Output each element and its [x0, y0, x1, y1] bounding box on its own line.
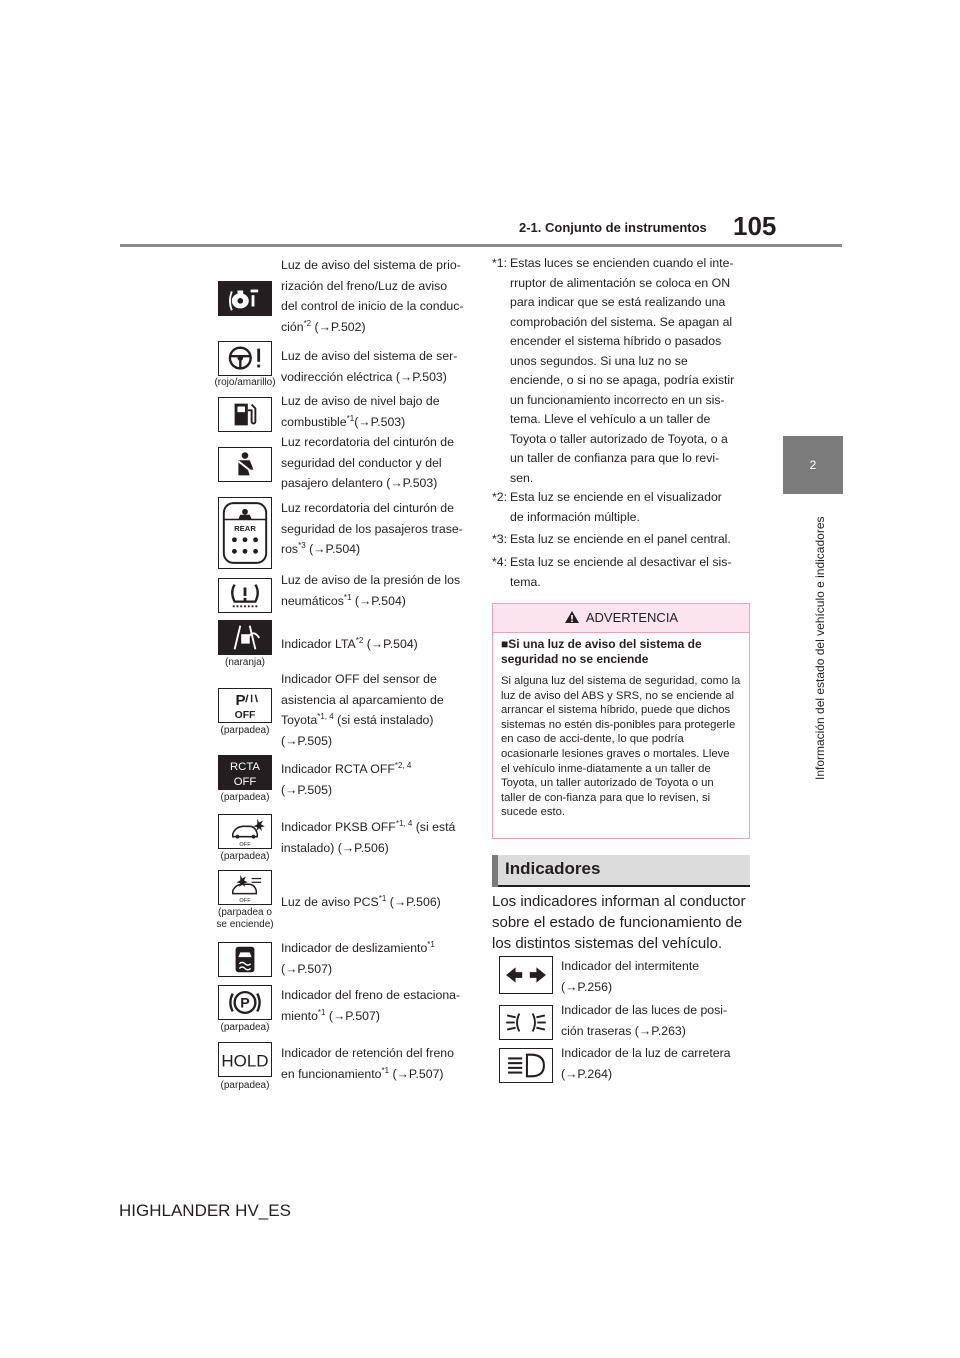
caption-text: (parpadea o se enciende): [216, 907, 274, 930]
indicator-description: Indicador de retención del freno en funcionamiento$^{*1}$ (→P.507): [281, 1046, 454, 1081]
warning-body: Si alguna luz del sistema de seguridad, como la luz de aviso del ABS y SRS, no se enciende al arrancar el sistema híbrido, puede que dichos sistemas no estén dis-ponibles para protegerle en caso de acci-dente, lo que podría ocasionarle lesiones graves o mortales. Lleve el vehículo inme-diatamente a un taller de Toyota, un taller autorizado de Toyota o un taller de con-fianza para que lo revisen, si sucede esto.: [501, 675, 741, 819]
icon-caption: (rojo/amarillo): [214, 377, 276, 388]
slip-indicator-icon: [218, 942, 272, 977]
indicator-description: Indicador RCTA OFF$^{*2, 4}$ (→P.505): [281, 760, 412, 797]
icon-caption: (parpadea): [220, 851, 270, 862]
tail-light-icon: [499, 1005, 553, 1040]
parking-sensor-off-icon: [218, 688, 272, 723]
indicator-description: Indicador PKSB OFF$^{*1, 4}$ (si está instalado) (→P.506): [281, 818, 456, 855]
icon-caption: [205, 907, 285, 931]
chapter-tab: 2: [783, 436, 843, 494]
indicator-description: Indicador del freno de estaciona- miento$^{*1}$ (→P.507): [281, 988, 461, 1023]
seatbelt-reminder-icon: [218, 447, 272, 482]
indicators-intro: Los indicadores informan al conductor sobre el estado de funcionamiento de los distintos sistemas del vehículo.: [492, 893, 746, 952]
icon-caption: (parpadea): [220, 725, 270, 736]
parking-brake-icon: [218, 985, 272, 1020]
rear-label: REAR: [234, 524, 256, 534]
indicator-description: Indicador OFF del sensor de asistencia al aparcamiento de Toyota$^{*1, 4}$ (si está instalado) (→P.505): [281, 672, 444, 748]
indicators-heading: [492, 855, 750, 887]
indicator-description: Luz recordatoria del cinturón de seguridad del conductor y del pasajero delantero (→P.503): [281, 435, 454, 490]
power-steering-warning-icon: [218, 341, 272, 376]
off-label: OFF: [234, 710, 256, 722]
high-beam-icon: [499, 1048, 553, 1083]
icon-caption: (parpadea): [220, 792, 270, 803]
fuel-level-icon: [218, 397, 272, 432]
icon-caption: (naranja): [224, 657, 266, 668]
warning-triangle-icon: [564, 610, 580, 624]
warning-title: ADVERTENCIA: [585, 610, 679, 625]
pcs-warning-icon: [218, 870, 272, 905]
turn-signal-icon: [499, 956, 553, 994]
warning-header: [493, 604, 749, 633]
pksb-off-icon: [218, 814, 272, 849]
footer-model: HIGHLANDER HV_ES: [119, 1201, 291, 1220]
brake-hold-icon: [218, 1042, 272, 1077]
indicator-description: Luz de aviso PCS$^{*1}$ (→P.506): [281, 893, 441, 909]
off-label: OFF: [239, 898, 251, 904]
chapter-title: Información del estado del vehículo e indicadores: [813, 516, 827, 780]
footnote: *1: Estas luces se encienden cuando el inte- rruptor de alimentación se coloca en ON para indicar que se está realizando una comprobación del sistema. Se apagan al encender el sistema híbrido o pasados unos segundos. Si una luz no se enciende, o si no se apaga, podría existir un funcionamiento incorrecto en un sis- tema. Lleve el vehículo a un taller de Toyota o taller autorizado de Toyota, o a un taller de confianza para que lo revi- sen.: [492, 256, 735, 485]
off-label: OFF: [233, 776, 257, 789]
rear-seatbelt-reminder-icon: [218, 497, 272, 569]
indicator-description: Luz recordatoria del cinturón de seguridad de los pasajeros trase- ros$^{*3}$ (→P.504): [281, 501, 463, 556]
brake-override-warning-icon: [218, 281, 272, 316]
heading-accent-bar: [492, 855, 498, 887]
indicator-description: Luz de aviso del sistema de prio- rización del freno/Luz de aviso del control de inicio de la conduc- ción$^{*2}$ (→P.502): [281, 258, 464, 334]
header-divider: [120, 244, 842, 247]
indicator-description: Indicador del intermitente (→P.256): [561, 959, 700, 994]
off-label: OFF: [239, 842, 251, 848]
footnote: *2: Esta luz se enciende en el visualizador de información múltiple.: [492, 490, 722, 524]
icon-caption: (parpadea): [220, 1022, 270, 1033]
indicators-title: Indicadores: [505, 859, 601, 878]
page-number: 105: [733, 211, 777, 241]
rcta-off-icon: [218, 755, 272, 790]
indicator-description: Luz de aviso de nivel bajo de combustible$^{*1}$(→P.503): [281, 394, 440, 429]
indicator-description: Indicador de las luces de posi- ción traseras (→P.263): [561, 1003, 728, 1038]
footnote: *4: Esta luz se enciende al desactivar el sis- tema.: [492, 555, 732, 589]
indicator-description: Indicador de la luz de carretera (→P.264): [561, 1046, 731, 1081]
warning-subtitle: ■Si una luz de aviso del sistema de seguridad no se enciende: [501, 637, 702, 666]
indicator-description: Luz de aviso de la presión de los neumáticos$^{*1}$ (→P.504): [281, 573, 461, 608]
icon-caption: (parpadea): [220, 1080, 270, 1091]
lta-indicator-icon: [218, 620, 272, 655]
hold-label: HOLD: [221, 1051, 269, 1071]
indicator-description: Indicador LTA$^{*2}$ (→P.504): [281, 635, 418, 651]
indicator-description: Indicador de deslizamiento$^{*1}$ (→P.507): [281, 939, 435, 976]
tire-pressure-icon: [218, 578, 272, 613]
rcta-label: RCTA: [230, 761, 260, 774]
footnote: *3: Esta luz se enciende en el panel central.: [492, 532, 731, 546]
parking-label: P: [240, 994, 250, 1011]
parking-label: P: [235, 692, 246, 710]
section-title: 2-1. Conjunto de instrumentos: [519, 220, 707, 235]
indicator-description: Luz de aviso del sistema de ser- vodirección eléctrica (→P.503): [281, 349, 458, 384]
warning-box: [492, 603, 750, 839]
